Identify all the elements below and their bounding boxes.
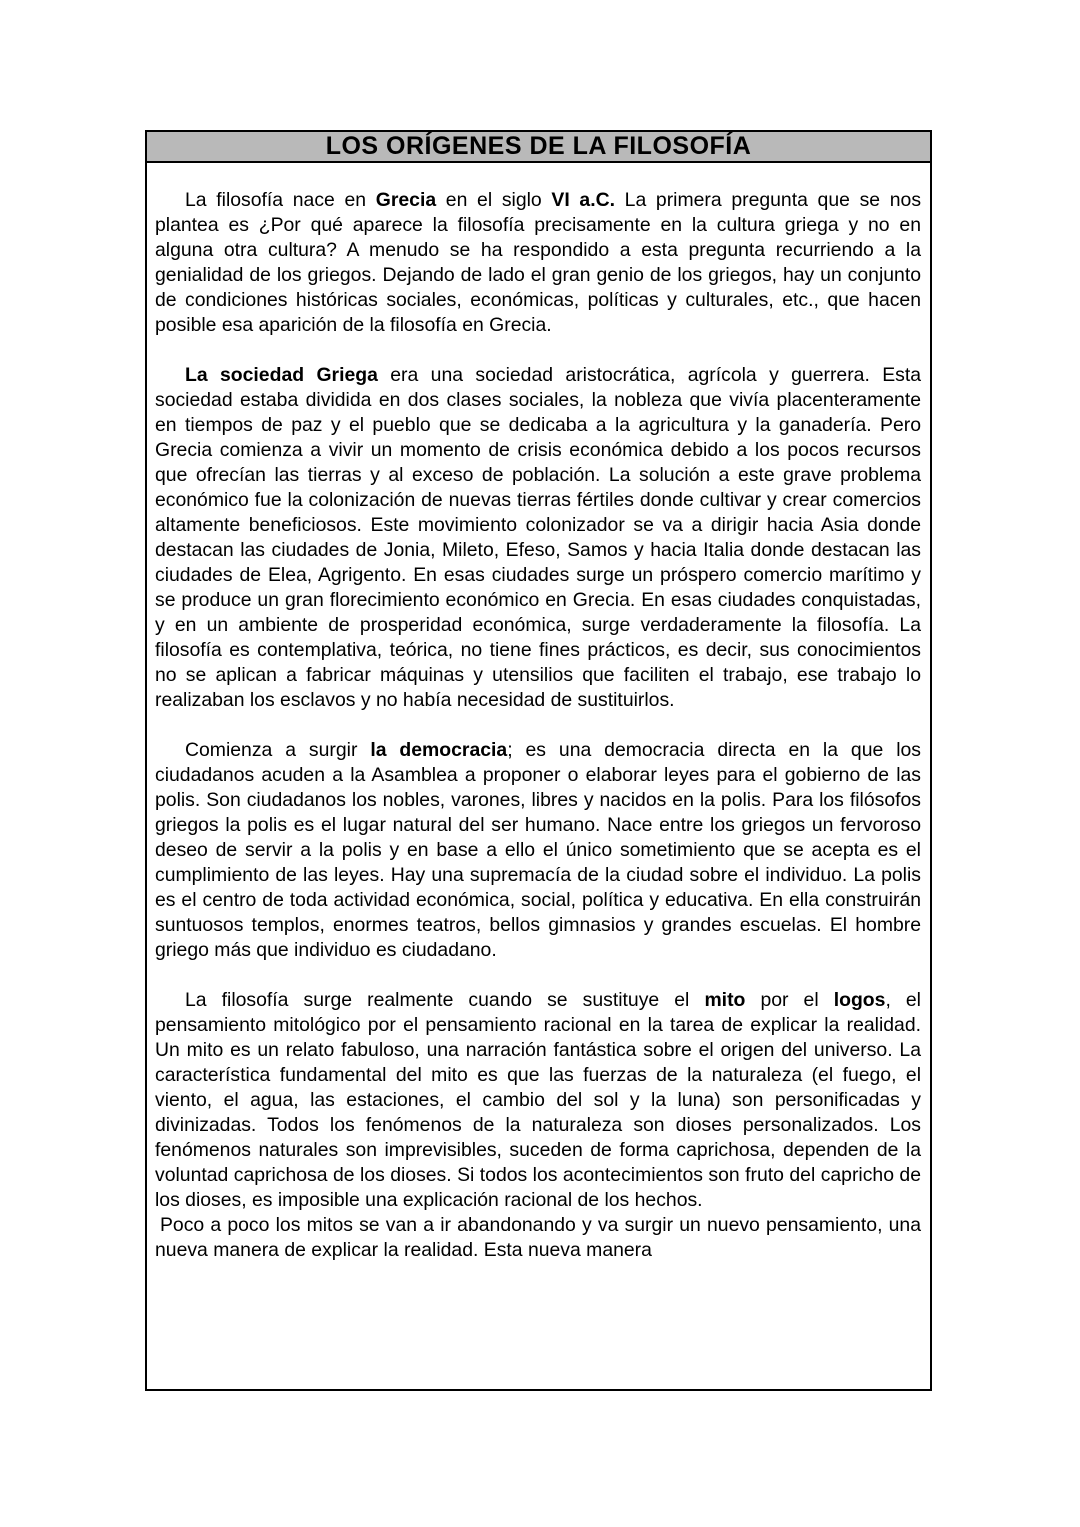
text-run: La filosofía surge realmente cuando se sustituye el <box>185 989 705 1011</box>
text-run: ; es una democracia directa en la que los ciudadanos acuden a la Asamblea a proponer o elaborar leyes para el gobierno de las polis. Son ciudadanos los nobles, varones, libres y nacidos en la polis. Para los filósofos griegos la polis es el lugar natural del ser humano. Nace entre los griegos un fervoroso deseo de servir a la polis y en base a ello el único sometimiento que se acepta es el cumplimiento de las leyes. Hay una supremacía de la ciudad sobre el individuo. La polis es el centro de toda actividad económica, social, política y educativa. En ella construirán suntuosos templos, enormes teatros, bellos gimnasios y grandes escuelas. El hombre griego más que individuo es ciudadano. <box>155 739 921 961</box>
text-run-bold: la democracia <box>370 739 508 761</box>
text-run-bold: mito <box>704 989 746 1011</box>
text-run-bold: La sociedad Griega <box>185 364 378 386</box>
text-run: Comienza a surgir <box>185 739 371 761</box>
paragraph-greek-society <box>155 363 921 713</box>
text-run: Poco a poco los mitos se van a ir abandonando y va surgir un nuevo pensamiento, una nueva manera de explicar la realidad. Esta nueva manera <box>155 1214 921 1261</box>
text-run: , el pensamiento mitológico por el pensamiento racional en la tarea de explicar la realidad. Un mito es un relato fabuloso, una narración fantástica sobre el origen del universo. La característica fundamental del mito es que las fuerzas de la naturaleza (el fuego, el viento, el agua, las estaciones, el cambio del sol y la luna) son personificadas y divinizadas. Todos los fenómenos de la naturaleza son dioses personalizados. Los fenómenos naturales son imprevisibles, suceden de forma caprichosa, dependen de la voluntad caprichosa de los dioses. Si todos los acontecimientos son fruto del capricho de los dioses, es imposible una explicación racional de los hechos. <box>155 989 921 1211</box>
document-title-bar <box>147 132 930 163</box>
text-run-bold: logos <box>833 989 886 1011</box>
document-title: LOS ORÍGENES DE LA FILOSOFÍA <box>325 132 752 160</box>
text-run: era una sociedad aristocrática, agrícola y guerrera. Esta sociedad estaba dividida en dos clases sociales, la nobleza que vivía placenteramente en tiempos de paz y el pueblo que se dedicaba a la agricultura y la ganadería. Pero Grecia comienza a vivir un momento de crisis económica debido a los pocos recursos que ofrecían las tierras y al exceso de población. La solución a este grave problema económico fue la colonización de nuevas tierras fértiles donde cultivar y crear comercios altamente beneficiosos. Este movimiento colonizador se va a dirigir hacia Asia donde destacan las ciudades de Jonia, Mileto, Efeso, Samos y hacia Italia donde destacan las ciudades de Elea, Agrigento. En esas ciudades surge un próspero comercio marítimo y se produce un gran florecimiento económico en Grecia. En esas ciudades conquistadas, y en un ambiente de prosperidad económica, surge verdaderamente la filosofía. La filosofía es contemplativa, teórica, no tiene fines prácticos, es decir, sus conocimientos no se aplican a fabricar máquinas y utensilios que faciliten el trabajo, ese trabajo lo realizaban los esclavos y no había necesidad de sustituirlos. <box>155 364 922 711</box>
document-frame <box>145 130 932 1391</box>
text-run: La filosofía nace en <box>185 189 376 211</box>
text-run: por el <box>745 989 834 1011</box>
paragraph-myth-logos <box>155 988 921 1213</box>
text-run-bold: VI a.C. <box>551 189 615 211</box>
text-run: La primera pregunta que se nos plantea es ¿Por qué aparece la filosofía precisamente en la cultura griega y no en alguna otra cultura? A menudo se ha respondido a esta pregunta recurriendo a la genialidad de los griegos. Dejando de lado el gran genio de los griegos, hay un conjunto de condiciones históricas sociales, económicas, políticas y culturales, etc., que hacen posible esa aparición de la filosofía en Grecia. <box>155 189 922 336</box>
text-run: en el siglo <box>436 189 552 211</box>
text-run-bold: Grecia <box>375 189 437 211</box>
document-body <box>147 188 930 1263</box>
paragraph-democracy <box>155 738 921 963</box>
paragraph-myths-abandoned <box>155 1213 921 1263</box>
paragraph-origins-intro <box>155 188 921 338</box>
